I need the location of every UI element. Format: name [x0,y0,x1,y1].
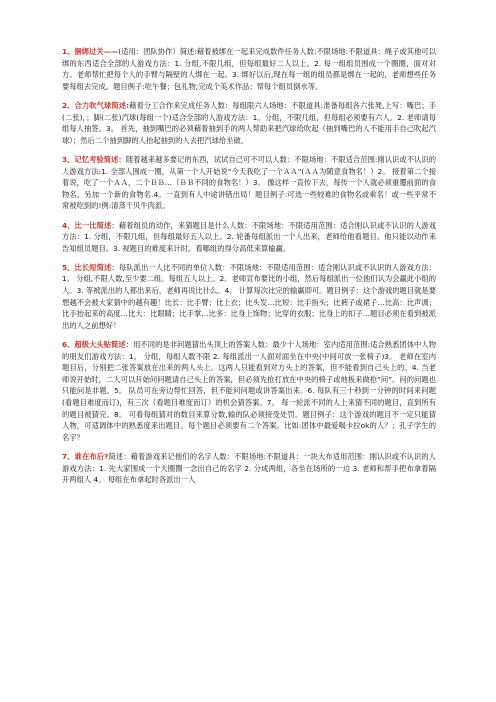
game-item-7-text: 简述：藉着游戏来记他们的名字人数：不限场地:不限道具：一块大布适用范围：刚认识或不认识的人游戏方法：1. 先大家围成一个大圈圈一念出自己的名字 2. 分成两组，各坐在场所的一边 3. 老师和帮手把布拿着隔开两组人 4。 每组在布拿起时各派出一人 [62,451,436,485]
game-item-4 [62,220,436,255]
game-item-2-heading: 2、合力吹气球简述: [62,100,130,110]
document-content [62,46,436,493]
game-item-4-heading: 4、比一比简述： [62,220,119,230]
game-item-3 [62,154,436,212]
game-item-6 [62,339,436,443]
game-item-1-heading: 1、捆绑过关—— [62,47,119,56]
game-item-7 [62,451,436,486]
game-item-2-text: 藉着分工合作来完成任务人数：每组限六人场地：不限道具:准备每组各六张凳,上写：嘴巴；手(二张)，；脚(二张)汽球(每组一个)适合全部的人游戏方法：1。分组，不限几组，但每组必须要有六人。2. 老师请每组每人抽签。3。 首先，抽到嘴巴的必须藉着抽到手的两人帮助来把汽球给吹起（抽到嘴巴的人不能用手自己吹起汽球）；然后二个抽到脚的人抬起抽到的人去把汽球给坐破。 [62,100,436,145]
game-item-2 [62,100,436,146]
game-item-6-heading: 6、超级大头贴简述： [62,340,134,350]
game-item-7-heading: 7、谁在布后? [62,451,109,461]
game-item-3-heading: 3、记忆考验简述： [62,154,126,164]
game-item-4-text: 藉着组员的动作，来猜题目是什么人数：不限场地：不限适用范围：适合刚认识或不认识的人游戏方法：1. 分组，不限几组，但每组最好五人以上。2. 轮番每组派出一个人出来，老师给他看题目。他只能以动作来告知组员题目。3. 视题目的难度来计时。看哪组的得分高低来算输赢。 [62,220,437,253]
game-item-1 [62,46,436,92]
game-item-5-text: 每队派出一人比不同的单位人数：不限场地：不限适用范围：适合刚认识或不认识的人游戏方法：1。 分组,不限人数,至少要二组。每组五人以上。2。老师宣布要比的小组，然后每组派出一位他们认为会赢此小组的人。3. 等被派出的人都出来后，老师再说比什么。4。 计算每次比完的输赢即可。题目例子：这个游戏的题目就是要想越不会被大家猜中的越有趣！比长：比手臂；比上衣；比头发…比短：比手指头；比裤子或裙子…比高：比声调；比手抬起来的高度…比大：比眼睛；比手掌…比多：比身上饰物；比穿的衣服；比身上的扣子…题目必须在看到被派出的人之前想好！ [62,262,437,330]
game-item-6-text: 用不同的是非问题猜出头顶上的答案人数：最少十人场地：室内适用范围:适合熟悉团体中人物的朋友们游戏方法：1。 分组，每组人数不限 2. 每组派出一人面对面坐在中央(中间可放一张椅子)3。 老师在室内题目后，分别把二张答案放在出来的两人头上。这两人只能看到对方头上的答案，但不能看到自己头上的。4. 当老师说开始时，二人可以开始问问题请自己头上的答案，但必须先抢打放在中央的椅子或地板来做抢“问”。问的问题也只能问是非题。5。 队员可在旁边帮忙回答，但不能问问题或讲答案出来。6. 每队有三十秒到一分钟的时间来问题(看题目难度而订)，有三次（看题目难度而订）的机会猜答案。7。 每一轮派不同的人上来猜不同的题目，直到所有的题目被猜完。8。 可看每组猜对的数目来算分数,输的队必须接受处罚。题目例子：这个游戏的题目不一定只能猜人物，可适调体中的熟悉度来出题目。每个题目必须要有二个答案。比如:团体中最爱喝卡拉ok的人？；孔子学生的名字？ [62,340,436,442]
game-item-3-text: 随着越来越多要记的东西，试试自己可不可以人数：不限场地：不限适合范围:刚认识或不认识的人游戏方法:1. 全部人围成一圈，从第一个人开始说“今天我吃了一个ＡＡ”(ＡＡ为随意食物名！）2。 接着第二个接着说，吃了一个ＡＡ，二个ＢＢ…（ＢＢ不同的食物名！）3。 像这样一直传下去，每传一个人就必须重覆前面的食物名，另加一个新的食物名.4。一直到有人中途讲错出局！题目例子:可选一些较难的食物名或乘名！或一些平常不常被吃到的!例:清蒸干贝牛肉派。 [62,154,436,211]
game-item-1-text: (适用：团队协作）简述:藉着被绑在一起来完成数件任务人数:不限场地:不限道具：绳子或其他可以绑的东西适合全部的人游戏方法：1. 分组,不限几组，但每组最好二人以上。2. 每一组组员围成一个圈圈，面对对方。老师帮忙把每个人的手臂与隔壁的人绑在一起。3. 绑好以后,现在每一组的组员都是绑在一起的，老师想些任务要每组去完成。题目例子:吃午餐；包礼物;完成个美术作品；帮每个组员倒水等。 [62,47,436,91]
game-item-5-heading: 5、比长短简述： [62,262,119,272]
game-item-5 [62,262,436,332]
